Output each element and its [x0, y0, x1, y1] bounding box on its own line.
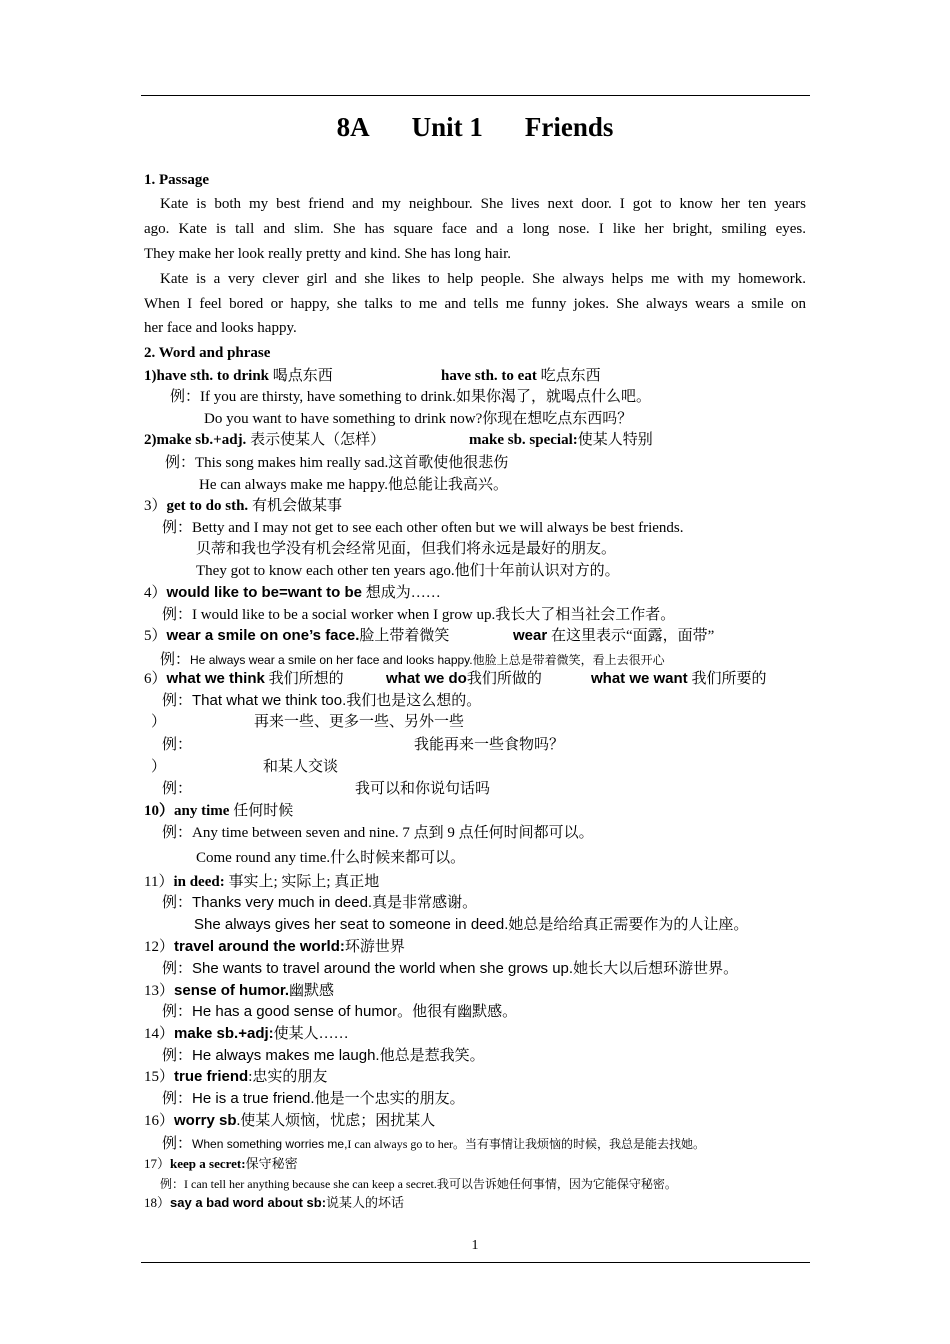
phrase-item: 4）would like to be=want to be 想成为…… — [144, 584, 441, 601]
example-sentence: 例：He has a good sense of humor。他很有幽默感。 — [162, 1003, 518, 1020]
passage-line: When I feel bored or happy, she talks to me and tells me funny jokes. She always wears a smile on — [144, 296, 806, 312]
example-sentence: 例：If you are thirsty, have something to drink.如果你渴了，就喝点什么吧。 — [170, 389, 652, 405]
section-heading-passage: 1. Passage — [144, 172, 209, 188]
example-sentence: 例：Any time between seven and nine. 7 点到 9 点任何时间都可以。 — [162, 825, 594, 841]
passage-line: Kate is both my best friend and my neighbour. She lives next door. I got to know her ten years — [160, 196, 806, 212]
phrase-item: 15）true friend:忠实的朋友 — [144, 1068, 328, 1085]
example-sentence: 例：Thanks very much in deed.真是非常感谢。 — [162, 894, 478, 911]
example-sentence: Come round any time.什么时候来都可以。 — [196, 850, 466, 866]
example-sentence: 例：He always makes me laugh.他总是惹我笑。 — [162, 1047, 485, 1064]
example-sentence: 例：He is a true friend.他是一个忠实的朋友。 — [162, 1090, 465, 1107]
phrase-item: 6）what we think 我们所想的 what we do我们所做的 what we want 我们所要的 — [144, 670, 767, 687]
phrase-item: 17）keep a secret:保守秘密 — [144, 1156, 298, 1171]
example-sentence: 例：I would like to be a social worker when I grow up.我长大了相当社会工作者。 — [162, 607, 676, 623]
passage-line: her face and looks happy. — [144, 320, 297, 336]
phrase-item: ） 和某人交谈 — [151, 759, 339, 775]
example-sentence: 例：Betty and I may not get to see each other often but we will always be best friends. — [162, 520, 684, 536]
phrase-item: ） 再来一些、更多一些、另外一些 — [151, 714, 465, 730]
phrase-item: 10）any time 任何时候 — [144, 803, 294, 819]
example-sentence: 贝蒂和我也学没有机会经常见面，但我们将永远是最好的朋友。 — [196, 541, 617, 557]
example-sentence: 例：She wants to travel around the world when she grows up.她长大以后想环游世界。 — [162, 960, 739, 977]
passage-line: They make her look really pretty and kind. She has long hair. — [144, 246, 511, 262]
phrase-item: 12）travel around the world:环游世界 — [144, 938, 405, 955]
phrase-item: 3）get to do sth. 有机会做某事 — [144, 498, 342, 514]
example-sentence: They got to know each other ten years ago.他们十年前认识对方的。 — [196, 563, 620, 579]
example-sentence: 例： 我可以和你说句话吗 — [162, 781, 491, 797]
section-heading-words: 2. Word and phrase — [144, 345, 271, 361]
example-sentence: Do you want to have something to drink now?你现在想吃点东西吗？ — [204, 411, 633, 427]
example-sentence: 例：That what we think too.我们也是这么想的。 — [162, 692, 482, 709]
passage-line: ago. Kate is tall and slim. She has square face and a long nose. I like her bright, smiling eyes. — [144, 221, 806, 237]
passage-line: Kate is a very clever girl and she likes to help people. She always helps me with my homework. — [160, 271, 806, 287]
footer-rule — [141, 1262, 810, 1263]
phrase-item: 13）sense of humor.幽默感 — [144, 982, 335, 999]
example-sentence: He can always make me happy.他总能让我高兴。 — [199, 477, 508, 493]
example-sentence: 例：I can tell her anything because she can keep a secret.我可以告诉她任何事情，因为它能保守秘密。 — [160, 1177, 677, 1191]
example-sentence: 例：When something worries me,I can always go to her。当有事情让我烦恼的时候，我总是能去找她。 — [162, 1136, 706, 1152]
example-sentence: 例： 我能再来一些食物吗？ — [162, 737, 565, 753]
phrase-item: 1)have sth. to drink 喝点东西 have sth. to eat 吃点东西 — [144, 368, 601, 384]
example-sentence: She always gives her seat to someone in deed.她总是给给真正需要作为的人让座。 — [194, 916, 749, 933]
page-title: 8A Unit 1 Friends — [336, 112, 614, 142]
phrase-item: 5）wear a smile on one’s face.脸上带着微笑 wear 在这里表示“面露，面带” — [144, 627, 715, 644]
page-number: 1 — [471, 1238, 479, 1253]
phrase-item: 14）make sb.+adj:使某人…… — [144, 1025, 349, 1042]
phrase-item: 2)make sb.+adj. 表示使某人（怎样） make sb. special:使某人特别 — [144, 432, 653, 448]
phrase-item: 11）in deed: 事实上; 实际上; 真正地 — [144, 874, 380, 890]
phrase-item: 16）worry sb.使某人烦恼，忧虑；困扰某人 — [144, 1112, 436, 1129]
phrase-item: 18）say a bad word about sb:说某人的坏话 — [144, 1195, 405, 1210]
header-rule — [141, 95, 810, 96]
example-sentence: 例：He always wear a smile on her face and looks happy.他脸上总是带着微笑，看上去很开心 — [160, 652, 665, 668]
example-sentence: 例：This song makes him really sad.这首歌使他很悲伤 — [165, 455, 509, 471]
